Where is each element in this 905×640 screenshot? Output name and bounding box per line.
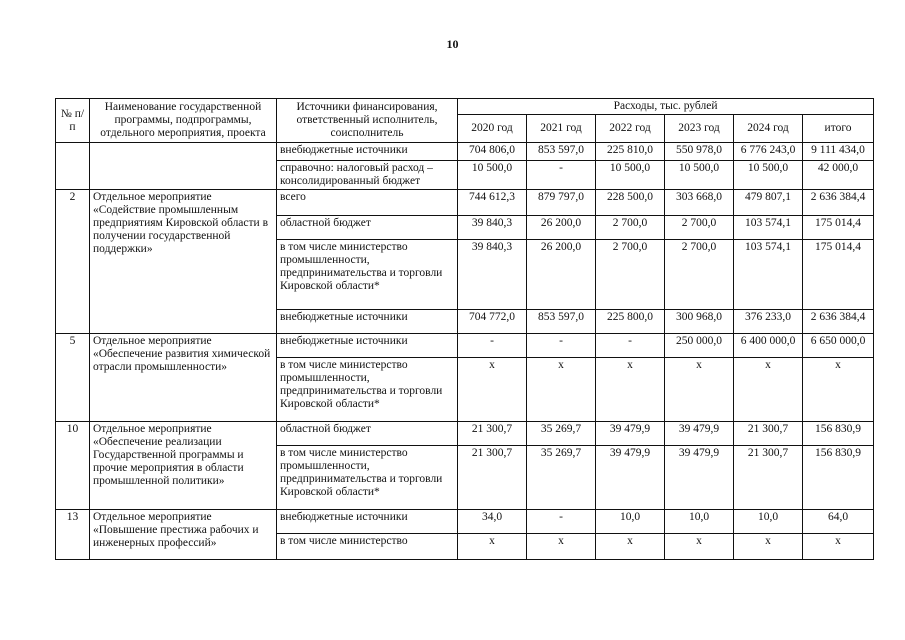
year-value-cell: х bbox=[458, 358, 527, 422]
table-row bbox=[56, 510, 874, 534]
row-number-cell bbox=[56, 143, 90, 190]
activity-name-cell: Отдельное мероприятие «Обеспечение реализации Государственной программы и прочие мероприятия в области промышленной политики» bbox=[90, 422, 277, 510]
activity-name-cell: Отдельное мероприятие «Содействие промышленным предприятиям Кировской области в получении государственной поддержки» bbox=[90, 190, 277, 334]
total-value-cell: 64,0 bbox=[803, 510, 874, 534]
year-value-cell: - bbox=[527, 510, 596, 534]
year-value-cell: 2 700,0 bbox=[665, 240, 734, 310]
total-value-cell: х bbox=[803, 358, 874, 422]
funding-source-cell: в том числе министерство промышленности, предпринимательства и торговли Кировской области* bbox=[277, 358, 458, 422]
total-value-cell: 175 014,4 bbox=[803, 240, 874, 310]
total-value-cell: 42 000,0 bbox=[803, 161, 874, 190]
year-value-cell: 303 668,0 bbox=[665, 190, 734, 216]
year-value-cell: х bbox=[458, 534, 527, 560]
year-value-cell: 2 700,0 bbox=[596, 216, 665, 240]
year-value-cell: 39 479,9 bbox=[665, 422, 734, 446]
year-value-cell: 103 574,1 bbox=[734, 240, 803, 310]
activity-name-cell: Отдельное мероприятие «Обеспечение развития химической отрасли промышленности» bbox=[90, 334, 277, 422]
funding-source-cell: в том числе министерство промышленности, предпринимательства и торговли Кировской области* bbox=[277, 240, 458, 310]
year-value-cell: 35 269,7 bbox=[527, 446, 596, 510]
year-value-cell: 228 500,0 bbox=[596, 190, 665, 216]
total-value-cell: 9 111 434,0 bbox=[803, 143, 874, 161]
year-value-cell: 26 200,0 bbox=[527, 216, 596, 240]
activity-name-cell bbox=[90, 143, 277, 190]
year-value-cell: х bbox=[665, 534, 734, 560]
header-year-2020: 2020 год bbox=[458, 115, 527, 143]
row-number-cell: 2 bbox=[56, 190, 90, 334]
funding-source-cell: справочно: налоговый расход – консолидированный бюджет bbox=[277, 161, 458, 190]
header-no: № п/п bbox=[56, 99, 90, 143]
year-value-cell: - bbox=[527, 161, 596, 190]
year-value-cell: 10 500,0 bbox=[665, 161, 734, 190]
year-value-cell: 21 300,7 bbox=[458, 422, 527, 446]
year-value-cell: х bbox=[665, 358, 734, 422]
year-value-cell: - bbox=[527, 334, 596, 358]
funding-source-cell: в том числе министерство bbox=[277, 534, 458, 560]
header-year-2022: 2022 год bbox=[596, 115, 665, 143]
year-value-cell: х bbox=[734, 358, 803, 422]
year-value-cell: 103 574,1 bbox=[734, 216, 803, 240]
year-value-cell: 225 810,0 bbox=[596, 143, 665, 161]
header-expenses-group: Расходы, тыс. рублей bbox=[458, 99, 874, 115]
year-value-cell: 39 479,9 bbox=[596, 446, 665, 510]
header-year-2021: 2021 год bbox=[527, 115, 596, 143]
year-value-cell: 21 300,7 bbox=[734, 446, 803, 510]
year-value-cell: х bbox=[527, 358, 596, 422]
year-value-cell: 6 400 000,0 bbox=[734, 334, 803, 358]
funding-source-cell: всего bbox=[277, 190, 458, 216]
year-value-cell: 39 840,3 bbox=[458, 240, 527, 310]
row-number-cell: 5 bbox=[56, 334, 90, 422]
year-value-cell: 376 233,0 bbox=[734, 310, 803, 334]
funding-source-cell: в том числе министерство промышленности, предпринимательства и торговли Кировской области* bbox=[277, 446, 458, 510]
year-value-cell: 853 597,0 bbox=[527, 143, 596, 161]
total-value-cell: 6 650 000,0 bbox=[803, 334, 874, 358]
funding-source-cell: внебюджетные источники bbox=[277, 334, 458, 358]
year-value-cell: х bbox=[527, 534, 596, 560]
total-value-cell: 156 830,9 bbox=[803, 422, 874, 446]
year-value-cell: 34,0 bbox=[458, 510, 527, 534]
row-number-cell: 13 bbox=[56, 510, 90, 560]
table-row bbox=[56, 190, 874, 216]
funding-source-cell: областной бюджет bbox=[277, 216, 458, 240]
year-value-cell: 300 968,0 bbox=[665, 310, 734, 334]
header-source: Источники финансирования, ответственный исполнитель, соисполнитель bbox=[277, 99, 458, 143]
year-value-cell: 10,0 bbox=[596, 510, 665, 534]
year-value-cell: 704 806,0 bbox=[458, 143, 527, 161]
year-value-cell: 39 479,9 bbox=[596, 422, 665, 446]
year-value-cell: 39 840,3 bbox=[458, 216, 527, 240]
activity-name-cell: Отдельное мероприятие «Повышение престижа рабочих и инженерных профессий» bbox=[90, 510, 277, 560]
year-value-cell: х bbox=[596, 534, 665, 560]
header-name: Наименование государственной программы, подпрограммы, отдельного мероприятия, проекта bbox=[90, 99, 277, 143]
year-value-cell: 10 500,0 bbox=[596, 161, 665, 190]
table-row bbox=[56, 143, 874, 161]
funding-source-cell: внебюджетные источники bbox=[277, 310, 458, 334]
year-value-cell: 225 800,0 bbox=[596, 310, 665, 334]
year-value-cell: 10 500,0 bbox=[458, 161, 527, 190]
header-year-2024: 2024 год bbox=[734, 115, 803, 143]
year-value-cell: 479 807,1 bbox=[734, 190, 803, 216]
year-value-cell: 21 300,7 bbox=[458, 446, 527, 510]
table-row bbox=[56, 422, 874, 446]
total-value-cell: 156 830,9 bbox=[803, 446, 874, 510]
total-value-cell: 2 636 384,4 bbox=[803, 190, 874, 216]
year-value-cell: 744 612,3 bbox=[458, 190, 527, 216]
year-value-cell: 250 000,0 bbox=[665, 334, 734, 358]
table-row bbox=[56, 334, 874, 358]
row-number-cell: 10 bbox=[56, 422, 90, 510]
year-value-cell: 2 700,0 bbox=[596, 240, 665, 310]
header-total: итого bbox=[803, 115, 874, 143]
funding-source-cell: внебюджетные источники bbox=[277, 510, 458, 534]
total-value-cell: 2 636 384,4 bbox=[803, 310, 874, 334]
funding-source-cell: областной бюджет bbox=[277, 422, 458, 446]
year-value-cell: 550 978,0 bbox=[665, 143, 734, 161]
total-value-cell: 175 014,4 bbox=[803, 216, 874, 240]
year-value-cell: 39 479,9 bbox=[665, 446, 734, 510]
expenses-table bbox=[55, 98, 874, 560]
year-value-cell: 853 597,0 bbox=[527, 310, 596, 334]
year-value-cell: 10,0 bbox=[665, 510, 734, 534]
year-value-cell: - bbox=[596, 334, 665, 358]
funding-source-cell: внебюджетные источники bbox=[277, 143, 458, 161]
year-value-cell: 10,0 bbox=[734, 510, 803, 534]
year-value-cell: - bbox=[458, 334, 527, 358]
year-value-cell: 879 797,0 bbox=[527, 190, 596, 216]
total-value-cell: х bbox=[803, 534, 874, 560]
year-value-cell: х bbox=[596, 358, 665, 422]
page-number: 10 bbox=[446, 37, 459, 51]
header-year-2023: 2023 год bbox=[665, 115, 734, 143]
table-body bbox=[56, 143, 874, 560]
year-value-cell: 6 776 243,0 bbox=[734, 143, 803, 161]
year-value-cell: 10 500,0 bbox=[734, 161, 803, 190]
year-value-cell: 35 269,7 bbox=[527, 422, 596, 446]
year-value-cell: 2 700,0 bbox=[665, 216, 734, 240]
year-value-cell: х bbox=[734, 534, 803, 560]
year-value-cell: 21 300,7 bbox=[734, 422, 803, 446]
year-value-cell: 704 772,0 bbox=[458, 310, 527, 334]
year-value-cell: 26 200,0 bbox=[527, 240, 596, 310]
